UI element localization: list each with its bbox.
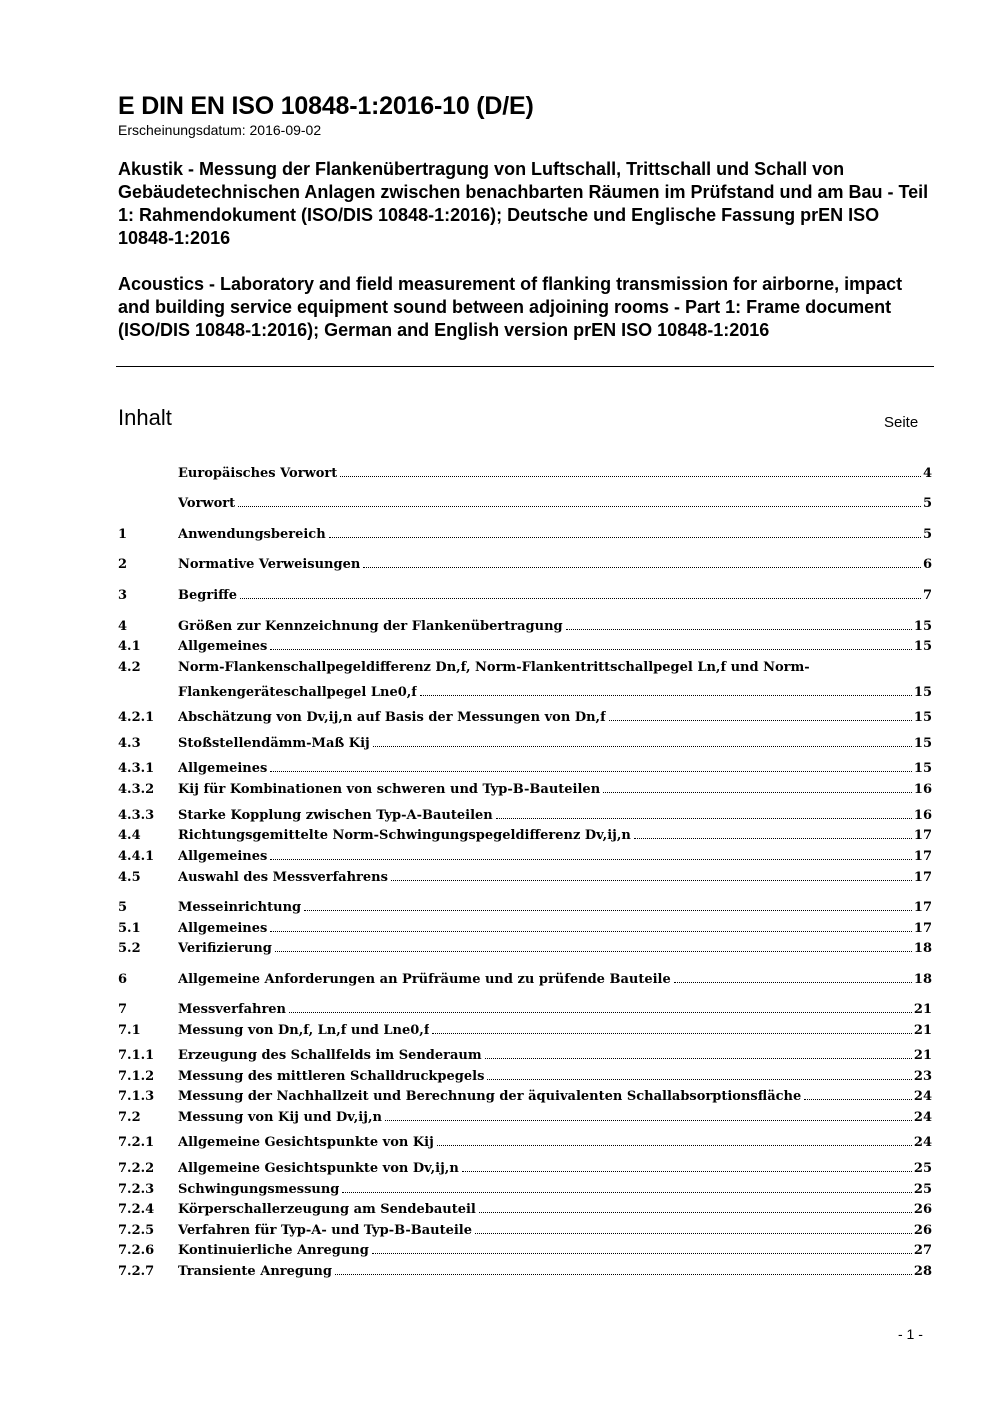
document-id: E DIN EN ISO 10848-1:2016-10 (D/E) xyxy=(118,92,534,120)
toc-entry-number: 7 xyxy=(118,1002,128,1017)
toc-entry[interactable] xyxy=(118,659,932,676)
toc-entry-title: Starke Kopplung zwischen Typ-A-Bauteilen xyxy=(178,808,493,823)
dot-leader xyxy=(487,1079,912,1080)
toc-entry-title: Messeinrichtung xyxy=(178,900,302,915)
toc-entry-number: 7.1 xyxy=(118,1023,141,1038)
toc-entry-page: 4 xyxy=(922,466,932,481)
toc-entry[interactable] xyxy=(118,556,932,573)
toc-entry-number: 4.3.2 xyxy=(118,782,155,797)
toc-entry[interactable] xyxy=(118,1047,932,1064)
toc-entry-page: 15 xyxy=(913,685,932,700)
toc-entry-number: 1 xyxy=(118,527,128,542)
toc-entry-page: 16 xyxy=(913,782,932,797)
toc-entry[interactable] xyxy=(118,638,932,655)
toc-entry-page: 27 xyxy=(913,1243,932,1258)
toc-entry-title: Messverfahren xyxy=(178,1002,287,1017)
toc-entry[interactable] xyxy=(118,1109,932,1126)
dot-leader xyxy=(566,629,912,630)
toc-entry-number: 7.2.6 xyxy=(118,1243,155,1258)
toc-entry-number: 7.2.5 xyxy=(118,1223,155,1238)
toc-entry[interactable] xyxy=(118,869,932,886)
toc-entry-title: Auswahl des Messverfahrens xyxy=(178,870,388,885)
dot-leader xyxy=(335,1274,912,1275)
toc-entry-number: 4 xyxy=(118,619,128,634)
toc-entry-page: 21 xyxy=(913,1048,932,1063)
dot-leader xyxy=(475,1233,912,1234)
toc-entry-title: Kontinuierliche Anregung xyxy=(178,1243,369,1258)
toc-entry-page: 16 xyxy=(913,808,932,823)
toc-entry[interactable] xyxy=(118,735,932,752)
toc-entry-page: 24 xyxy=(913,1089,932,1104)
toc-entry[interactable] xyxy=(118,618,932,635)
dot-leader xyxy=(609,720,912,721)
toc-entry-title: Messung der Nachhallzeit und Berechnung der äquivalenten Schallabsorptionsfläche xyxy=(178,1089,802,1104)
toc-entry-title: Messung des mittleren Schalldruckpegels xyxy=(178,1069,485,1084)
toc-entry-title: Größen zur Kennzeichnung der Flankenübertragung xyxy=(178,619,563,634)
toc-entry[interactable] xyxy=(118,807,932,824)
dot-leader xyxy=(270,649,912,650)
toc-entry-number: 5 xyxy=(118,900,128,915)
toc-entry-title: Allgemeine Gesichtspunkte von Dv,ij,n xyxy=(178,1161,459,1176)
toc-entry-title: Anwendungsbereich xyxy=(178,527,326,542)
toc-entry-number: 7.2.2 xyxy=(118,1161,155,1176)
toc-entry-title: Europäisches Vorwort xyxy=(178,466,338,481)
toc-entry-page: 6 xyxy=(922,557,932,572)
dot-leader xyxy=(238,506,921,507)
toc-entry-title: Allgemeines xyxy=(178,639,268,654)
toc-entry[interactable] xyxy=(118,1242,932,1259)
dot-leader xyxy=(270,859,912,860)
toc-entry[interactable] xyxy=(118,899,932,916)
dot-leader xyxy=(275,951,912,952)
toc-entry-page: 21 xyxy=(913,1023,932,1038)
toc-entry[interactable] xyxy=(118,848,932,865)
toc-entry-page: 23 xyxy=(913,1069,932,1084)
title-divider xyxy=(116,366,934,367)
toc-entry-page: 17 xyxy=(913,870,932,885)
toc-entry-title: Messung von Dn,f, Ln,f und Lne0,f xyxy=(178,1023,430,1038)
toc-entry-number: 4.2.1 xyxy=(118,710,155,725)
toc-entry-page: 5 xyxy=(922,527,932,542)
toc-entry-title-continued: Flankengeräteschallpegel Lne0,f xyxy=(178,685,417,700)
dot-leader xyxy=(329,537,921,538)
toc-entry-page: 21 xyxy=(913,1002,932,1017)
toc-entry-title: Erzeugung des Schallfelds im Senderaum xyxy=(178,1048,482,1063)
dot-leader xyxy=(804,1099,912,1100)
toc-entry-number: 2 xyxy=(118,557,128,572)
toc-entry[interactable] xyxy=(118,781,932,798)
toc-entry[interactable] xyxy=(118,1201,932,1218)
toc-entry-page: 17 xyxy=(913,900,932,915)
dot-leader xyxy=(372,1253,912,1254)
toc-entry-page: 5 xyxy=(922,496,932,511)
publication-date: Erscheinungsdatum: 2016-09-02 xyxy=(118,122,322,138)
toc-entry-page: 15 xyxy=(913,639,932,654)
toc-entry-title: Allgemeines xyxy=(178,761,268,776)
toc-entry[interactable] xyxy=(118,1134,932,1151)
toc-entry[interactable] xyxy=(118,1001,932,1018)
toc-entry[interactable] xyxy=(118,971,932,988)
dot-leader xyxy=(385,1120,912,1121)
toc-entry-page: 26 xyxy=(913,1223,932,1238)
toc-entry-title: Transiente Anregung xyxy=(178,1264,332,1279)
toc-entry[interactable] xyxy=(118,1022,932,1039)
dot-leader xyxy=(240,598,921,599)
toc-entry-number: 7.2.7 xyxy=(118,1264,155,1279)
toc-entry-number: 5.2 xyxy=(118,941,141,956)
dot-leader xyxy=(432,1033,911,1034)
toc-entry-page: 15 xyxy=(913,761,932,776)
toc-entry-title: Messung von Kij und Dv,ij,n xyxy=(178,1110,382,1125)
title-english: Acoustics - Laboratory and field measurement of flanking transmission for airborne, impact and building service equipment sound between adjoining rooms - Part 1: Frame document (ISO/DIS 10848-1:2016); German and English version prEN ISO 10848-1:2016 xyxy=(118,274,903,340)
toc-entry-page: 15 xyxy=(913,736,932,751)
toc-heading: Inhalt xyxy=(118,405,172,430)
toc-entry[interactable] xyxy=(118,1263,932,1280)
dot-leader xyxy=(437,1145,912,1146)
toc-entry-page: 17 xyxy=(913,849,932,864)
dot-leader xyxy=(674,982,912,983)
dot-leader xyxy=(391,880,912,881)
title-german: Akustik - Messung der Flankenübertragung von Luftschall, Trittschall und Schall von Gebäudetechnischen Anlagen zwischen benachbarten Räumen im Prüfstand und am Bau - Teil 1: Rahmendokument (ISO/DIS 10848-1:2016); Deutsche und Englische Fassung prEN ISO 10848-1:2016 xyxy=(118,159,929,248)
toc-entry-page: 15 xyxy=(913,619,932,634)
toc-entry-title: Allgemeines xyxy=(178,849,268,864)
toc-entry-number: 4.5 xyxy=(118,870,141,885)
toc-entry-number: 4.3 xyxy=(118,736,141,751)
toc-entry-number: 4.2 xyxy=(118,660,141,675)
toc-entry-title: Verifizierung xyxy=(178,941,272,956)
dot-leader xyxy=(363,567,921,568)
toc-entry[interactable] xyxy=(118,920,932,937)
toc-entry[interactable] xyxy=(118,827,932,844)
dot-leader xyxy=(304,910,912,911)
dot-leader xyxy=(270,931,912,932)
toc-entry-title: Vorwort xyxy=(178,496,236,511)
toc-entry[interactable] xyxy=(118,709,932,726)
toc-entry-number: 4.4.1 xyxy=(118,849,155,864)
toc-entry-title: Allgemeine Gesichtspunkte von Kij xyxy=(178,1135,434,1150)
toc-entry-title: Kij für Kombinationen von schweren und Typ-B-Bauteilen xyxy=(178,782,601,797)
dot-leader xyxy=(270,771,912,772)
toc-entry-page: 18 xyxy=(913,941,932,956)
toc-entry[interactable] xyxy=(118,1181,932,1198)
toc-entry-title: Stoßstellendämm-Maß Kij xyxy=(178,736,370,751)
toc-entry-number: 3 xyxy=(118,588,128,603)
toc-entry-page: 24 xyxy=(913,1110,932,1125)
toc-entry-page: 25 xyxy=(913,1161,932,1176)
toc-entry[interactable] xyxy=(118,940,932,957)
toc-entry-title: Schwingungsmessung xyxy=(178,1182,340,1197)
toc-entry-number: 7.1.1 xyxy=(118,1048,155,1063)
toc-entry-title: Normative Verweisungen xyxy=(178,557,361,572)
page-number: - 1 - xyxy=(898,1326,923,1342)
dot-leader xyxy=(373,746,912,747)
toc-entry[interactable] xyxy=(118,587,932,604)
toc-entry-continuation[interactable] xyxy=(178,684,932,701)
dot-leader xyxy=(479,1212,912,1213)
dot-leader xyxy=(485,1058,912,1059)
toc-entry[interactable] xyxy=(118,1222,932,1239)
toc-entry[interactable] xyxy=(118,1088,932,1105)
toc-entry-number: 7.1.2 xyxy=(118,1069,155,1084)
dot-leader xyxy=(603,792,912,793)
toc-entry-number: 7.2.3 xyxy=(118,1182,155,1197)
dot-leader xyxy=(289,1012,912,1013)
toc-entry-page: 7 xyxy=(922,588,932,603)
toc-entry-page: 26 xyxy=(913,1202,932,1217)
toc-entry-page: 15 xyxy=(913,710,932,725)
toc-entry[interactable] xyxy=(118,760,932,777)
toc-entry-number: 6 xyxy=(118,972,128,987)
toc-entry-page: 17 xyxy=(913,921,932,936)
dot-leader xyxy=(496,818,912,819)
toc-entry-title: Allgemeine Anforderungen an Prüfräume und zu prüfende Bauteile xyxy=(178,972,671,987)
toc-entry-number: 4.3.1 xyxy=(118,761,155,776)
toc-entry-title: Allgemeines xyxy=(178,921,268,936)
toc-entry[interactable] xyxy=(118,1160,932,1177)
toc-entry[interactable] xyxy=(118,526,932,543)
toc-page-column-label: Seite xyxy=(884,414,919,431)
toc-entry-number: 4.1 xyxy=(118,639,141,654)
toc-entry-number: 4.4 xyxy=(118,828,141,843)
toc-entry-page: 17 xyxy=(913,828,932,843)
toc-entry-page: 25 xyxy=(913,1182,932,1197)
toc-entry-title: Abschätzung von Dv,ij,n auf Basis der Messungen von Dn,f xyxy=(178,710,606,725)
toc-entry-title: Begriffe xyxy=(178,588,238,603)
dot-leader xyxy=(420,695,912,696)
toc-entry-number: 7.2.1 xyxy=(118,1135,155,1150)
toc-entry-title: Körperschallerzeugung am Sendebauteil xyxy=(178,1202,476,1217)
toc-entry[interactable] xyxy=(118,495,932,512)
toc-entry-title: Norm-Flankenschallpegeldifferenz Dn,f, Norm-Flankentrittschallpegel Ln,f und Norm- xyxy=(178,660,810,675)
toc-entry-title: Richtungsgemittelte Norm-Schwingungspegeldifferenz Dv,ij,n xyxy=(178,828,631,843)
dot-leader xyxy=(634,838,912,839)
toc-entry-page: 18 xyxy=(913,972,932,987)
toc-entry-number: 7.1.3 xyxy=(118,1089,155,1104)
toc-entry[interactable] xyxy=(118,465,932,482)
toc-entry-number: 4.3.3 xyxy=(118,808,155,823)
toc-entry[interactable] xyxy=(118,1068,932,1085)
toc-entry-number: 7.2 xyxy=(118,1110,141,1125)
toc-entry-number: 5.1 xyxy=(118,921,141,936)
toc-entry-number: 7.2.4 xyxy=(118,1202,155,1217)
dot-leader xyxy=(462,1171,912,1172)
toc-entry-page: 24 xyxy=(913,1135,932,1150)
dot-leader xyxy=(340,476,921,477)
toc-entry-page: 28 xyxy=(913,1264,932,1279)
toc-entry-title: Verfahren für Typ-A- und Typ-B-Bauteile xyxy=(178,1223,473,1238)
dot-leader xyxy=(342,1192,912,1193)
